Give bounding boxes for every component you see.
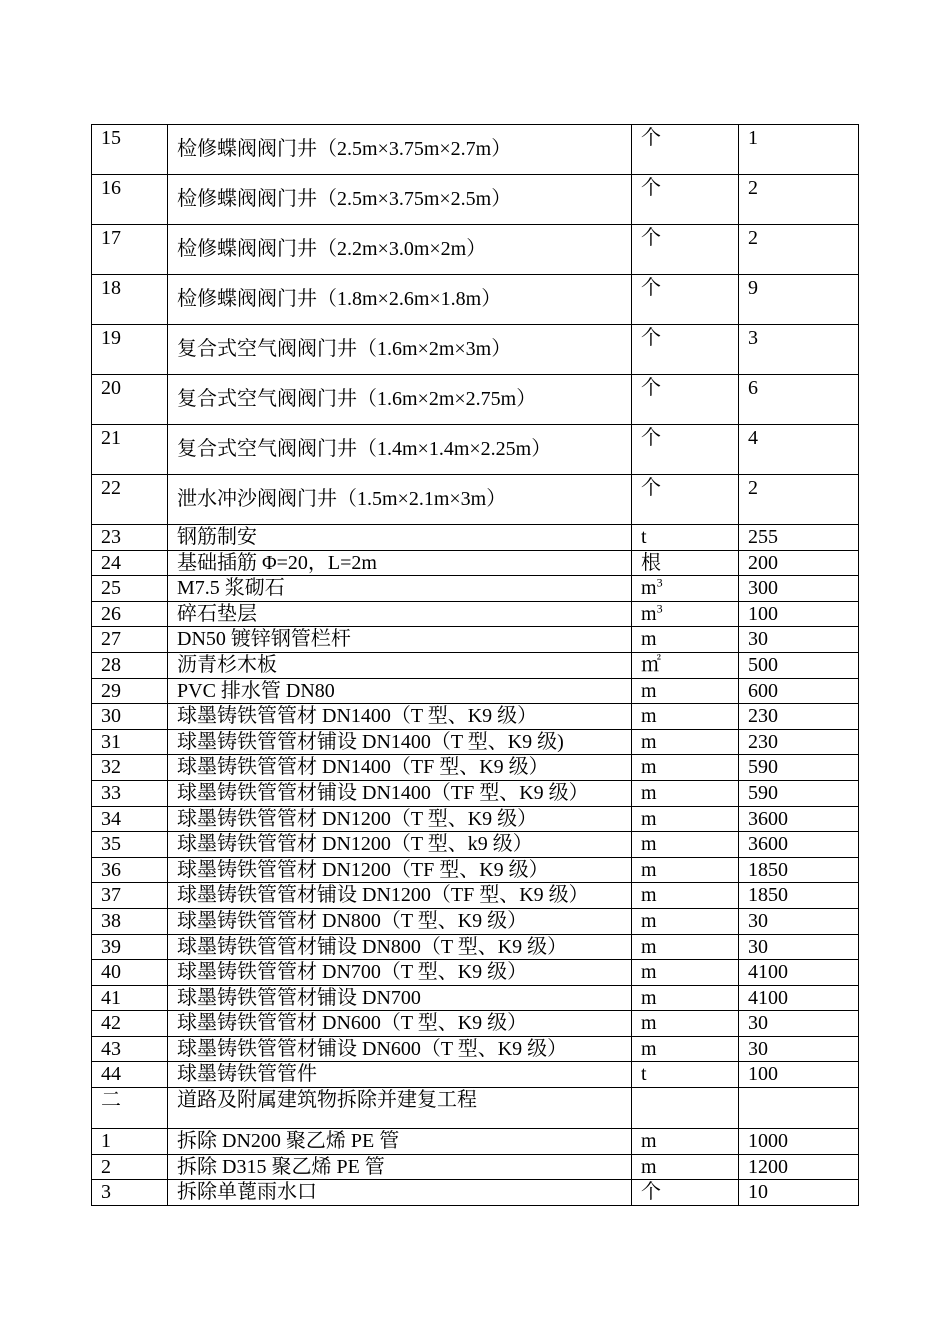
table-row [92, 275, 859, 325]
row-number: 44 [92, 1062, 168, 1088]
unit-base: m [641, 577, 657, 600]
item-name: 球墨铸铁管管材铺设 DN1400（TF 型、K9 级） [168, 780, 632, 806]
item-unit: ㎡ [632, 652, 739, 678]
item-unit: m [632, 806, 739, 832]
item-unit: m [632, 960, 739, 986]
quantity-table-body [92, 125, 859, 1206]
row-number: 16 [92, 175, 168, 225]
item-name: 复合式空气阀阀门井（1.6m×2m×2.75m） [168, 375, 632, 425]
item-quantity: 230 [739, 704, 859, 730]
item-unit: 个 [632, 125, 739, 175]
row-number: 23 [92, 525, 168, 551]
row-number: 27 [92, 627, 168, 653]
row-number: 31 [92, 729, 168, 755]
item-quantity: 30 [739, 908, 859, 934]
item-quantity: 200 [739, 550, 859, 576]
item-unit: 个 [632, 225, 739, 275]
unit-superscript: 3 [656, 575, 663, 590]
item-quantity: 2 [739, 175, 859, 225]
item-name: DN50 镀锌钢管栏杆 [168, 627, 632, 653]
table-row [92, 908, 859, 934]
item-name: 球墨铸铁管管件 [168, 1062, 632, 1088]
table-row [92, 1036, 859, 1062]
row-number: 34 [92, 806, 168, 832]
item-quantity: 100 [739, 1062, 859, 1088]
table-row [92, 1180, 859, 1206]
item-unit: 个 [632, 425, 739, 475]
item-quantity: 2 [739, 475, 859, 525]
item-quantity: 3600 [739, 806, 859, 832]
item-unit: m [632, 704, 739, 730]
item-name: 球墨铸铁管管材 DN1400（T 型、K9 级） [168, 704, 632, 730]
item-quantity: 600 [739, 678, 859, 704]
item-unit: m [632, 985, 739, 1011]
item-quantity: 3 [739, 325, 859, 375]
section-number: 二 [92, 1088, 168, 1129]
item-name: 球墨铸铁管管材铺设 DN1200（TF 型、K9 级） [168, 883, 632, 909]
item-name: 球墨铸铁管管材铺设 DN700 [168, 985, 632, 1011]
item-name: 拆除 D315 聚乙烯 PE 管 [168, 1154, 632, 1180]
table-row [92, 652, 859, 678]
row-number: 38 [92, 908, 168, 934]
item-name: 检修蝶阀阀门井（2.2m×3.0m×2m） [168, 225, 632, 275]
item-name: 球墨铸铁管管材铺设 DN800（T 型、K9 级） [168, 934, 632, 960]
item-name: PVC 排水管 DN80 [168, 678, 632, 704]
row-number: 39 [92, 934, 168, 960]
row-number: 35 [92, 832, 168, 858]
row-number: 21 [92, 425, 168, 475]
item-quantity: 30 [739, 627, 859, 653]
item-name: 拆除单蓖雨水口 [168, 1180, 632, 1206]
table-row [92, 780, 859, 806]
row-number: 2 [92, 1154, 168, 1180]
item-quantity: 4 [739, 425, 859, 475]
row-number: 25 [92, 576, 168, 602]
item-quantity: 1850 [739, 883, 859, 909]
item-quantity: 300 [739, 576, 859, 602]
item-quantity [739, 1088, 859, 1129]
item-unit: m [632, 1129, 739, 1155]
item-name: 钢筋制安 [168, 525, 632, 551]
quantity-table [91, 124, 859, 1206]
row-number: 22 [92, 475, 168, 525]
item-quantity: 30 [739, 1011, 859, 1037]
item-unit: 个 [632, 475, 739, 525]
item-name: 球墨铸铁管管材 DN600（T 型、K9 级） [168, 1011, 632, 1037]
item-quantity: 1850 [739, 857, 859, 883]
item-name: M7.5 浆砌石 [168, 576, 632, 602]
item-quantity: 590 [739, 755, 859, 781]
item-unit: m [632, 1036, 739, 1062]
item-unit [632, 576, 739, 602]
row-number: 42 [92, 1011, 168, 1037]
table-row [92, 960, 859, 986]
item-name: 检修蝶阀阀门井（2.5m×3.75m×2.7m） [168, 125, 632, 175]
row-number: 29 [92, 678, 168, 704]
item-quantity: 230 [739, 729, 859, 755]
item-quantity: 10 [739, 1180, 859, 1206]
item-name: 检修蝶阀阀门井（1.8m×2.6m×1.8m） [168, 275, 632, 325]
item-name: 球墨铸铁管管材 DN1200（TF 型、K9 级） [168, 857, 632, 883]
table-row [92, 1154, 859, 1180]
row-number: 30 [92, 704, 168, 730]
table-row [92, 1129, 859, 1155]
section-title: 道路及附属建筑物拆除并建复工程 [168, 1088, 632, 1129]
item-quantity: 100 [739, 601, 859, 627]
table-row [92, 1011, 859, 1037]
item-name: 球墨铸铁管管材 DN1400（TF 型、K9 级） [168, 755, 632, 781]
item-quantity: 9 [739, 275, 859, 325]
row-number: 28 [92, 652, 168, 678]
table-row [92, 225, 859, 275]
table-row [92, 125, 859, 175]
item-unit: m [632, 934, 739, 960]
item-name: 碎石垫层 [168, 601, 632, 627]
table-row [92, 883, 859, 909]
item-name: 沥青杉木板 [168, 652, 632, 678]
row-number: 1 [92, 1129, 168, 1155]
table-row [92, 525, 859, 551]
item-name: 球墨铸铁管管材铺设 DN600（T 型、K9 级） [168, 1036, 632, 1062]
item-unit: t [632, 1062, 739, 1088]
unit-superscript: 3 [656, 601, 663, 616]
table-row [92, 806, 859, 832]
item-unit [632, 1088, 739, 1129]
item-unit: m [632, 755, 739, 781]
item-unit: m [632, 1154, 739, 1180]
row-number: 3 [92, 1180, 168, 1206]
row-number: 36 [92, 857, 168, 883]
table-row [92, 755, 859, 781]
table-row [92, 985, 859, 1011]
item-unit: m [632, 1011, 739, 1037]
item-unit: 个 [632, 275, 739, 325]
item-name: 球墨铸铁管管材 DN1200（T 型、k9 级） [168, 832, 632, 858]
row-number: 24 [92, 550, 168, 576]
item-quantity: 6 [739, 375, 859, 425]
item-name: 球墨铸铁管管材 DN700（T 型、K9 级） [168, 960, 632, 986]
item-quantity: 30 [739, 1036, 859, 1062]
row-number: 32 [92, 755, 168, 781]
item-unit: m [632, 857, 739, 883]
row-number: 40 [92, 960, 168, 986]
item-quantity: 4100 [739, 985, 859, 1011]
item-quantity: 500 [739, 652, 859, 678]
item-quantity: 1000 [739, 1129, 859, 1155]
table-row [92, 729, 859, 755]
table-row [92, 425, 859, 475]
item-unit: 个 [632, 375, 739, 425]
row-number: 33 [92, 780, 168, 806]
item-unit [632, 601, 739, 627]
row-number: 15 [92, 125, 168, 175]
item-unit: t [632, 525, 739, 551]
row-number: 19 [92, 325, 168, 375]
row-number: 18 [92, 275, 168, 325]
item-quantity: 2 [739, 225, 859, 275]
table-row [92, 175, 859, 225]
table-row [92, 325, 859, 375]
table-row [92, 375, 859, 425]
row-number: 41 [92, 985, 168, 1011]
table-row [92, 1062, 859, 1088]
item-name: 泄水冲沙阀阀门井（1.5m×2.1m×3m） [168, 475, 632, 525]
table-row [92, 601, 859, 627]
item-name: 球墨铸铁管管材 DN1200（T 型、K9 级） [168, 806, 632, 832]
item-unit: 个 [632, 175, 739, 225]
item-name: 基础插筋 Φ=20，L=2m [168, 550, 632, 576]
item-unit: 根 [632, 550, 739, 576]
section-row [92, 1088, 859, 1129]
item-name: 检修蝶阀阀门井（2.5m×3.75m×2.5m） [168, 175, 632, 225]
item-unit: 个 [632, 325, 739, 375]
item-unit: m [632, 908, 739, 934]
item-quantity: 30 [739, 934, 859, 960]
item-name: 拆除 DN200 聚乙烯 PE 管 [168, 1129, 632, 1155]
table-row [92, 678, 859, 704]
table-row [92, 832, 859, 858]
item-quantity: 1200 [739, 1154, 859, 1180]
item-quantity: 255 [739, 525, 859, 551]
table-row [92, 857, 859, 883]
row-number: 20 [92, 375, 168, 425]
item-unit: m [632, 729, 739, 755]
row-number: 37 [92, 883, 168, 909]
item-quantity: 4100 [739, 960, 859, 986]
item-quantity: 590 [739, 780, 859, 806]
row-number: 17 [92, 225, 168, 275]
item-quantity: 1 [739, 125, 859, 175]
table-row [92, 934, 859, 960]
table-row [92, 550, 859, 576]
table-row [92, 627, 859, 653]
table-row [92, 475, 859, 525]
table-row [92, 704, 859, 730]
item-unit: m [632, 780, 739, 806]
item-name: 复合式空气阀阀门井（1.4m×1.4m×2.25m） [168, 425, 632, 475]
table-row [92, 576, 859, 602]
item-unit: 个 [632, 1180, 739, 1206]
item-name: 球墨铸铁管管材 DN800（T 型、K9 级） [168, 908, 632, 934]
item-unit: m [632, 678, 739, 704]
item-name: 球墨铸铁管管材铺设 DN1400（T 型、K9 级) [168, 729, 632, 755]
item-unit: m [632, 883, 739, 909]
row-number: 26 [92, 601, 168, 627]
item-quantity: 3600 [739, 832, 859, 858]
item-name: 复合式空气阀阀门井（1.6m×2m×3m） [168, 325, 632, 375]
item-unit: m [632, 627, 739, 653]
item-unit: m [632, 832, 739, 858]
row-number: 43 [92, 1036, 168, 1062]
unit-base: m [641, 602, 657, 625]
